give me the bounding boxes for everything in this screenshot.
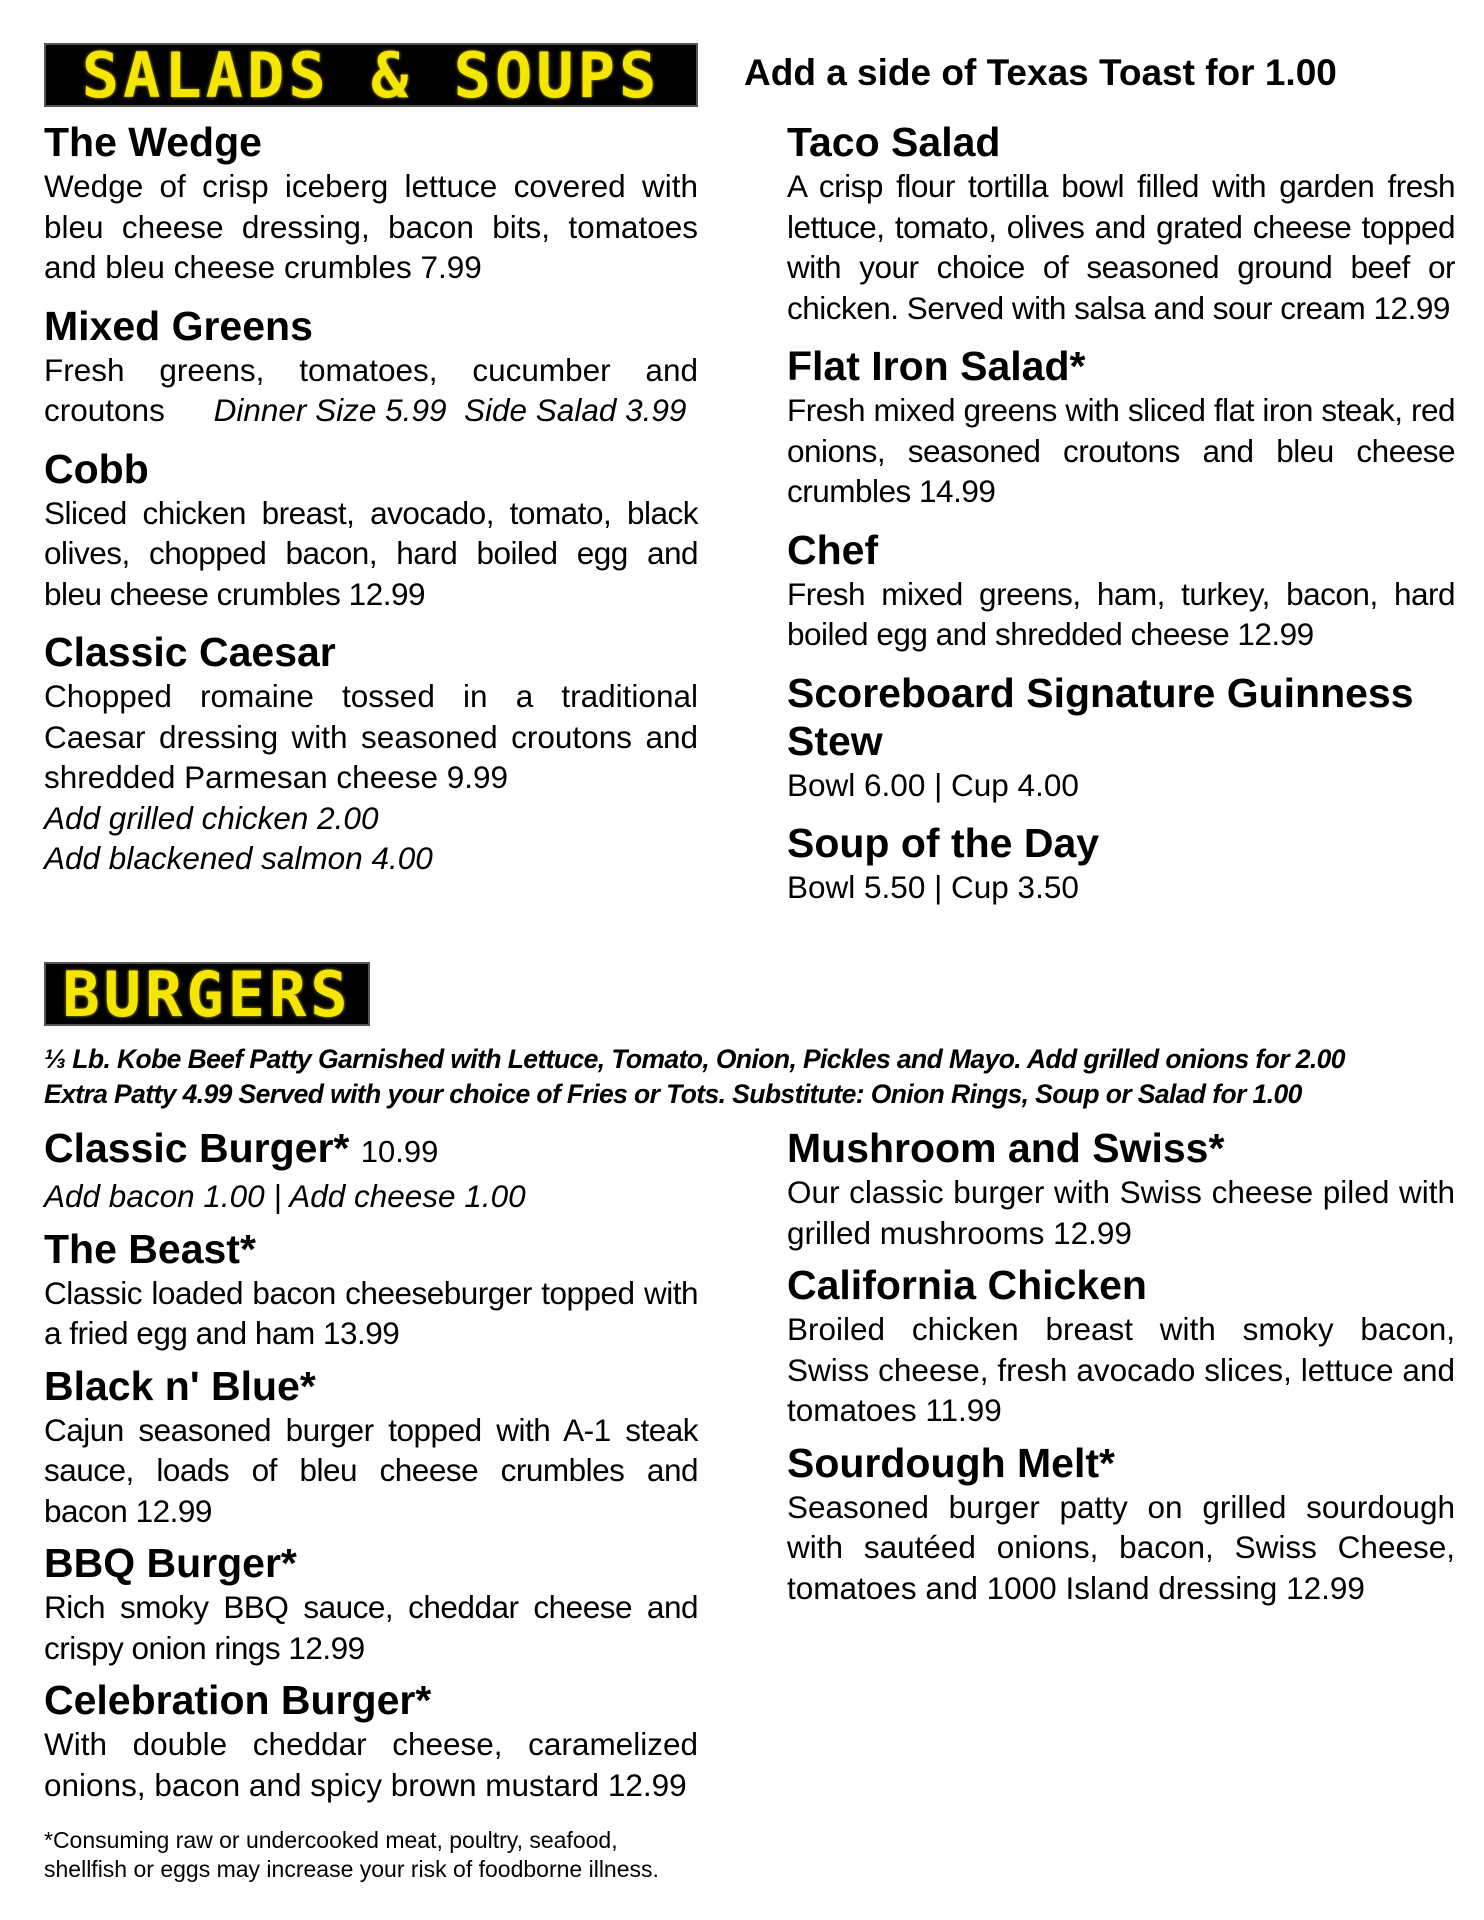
menu-item-soup-of-the-day	[787, 819, 1455, 908]
menu-item-mixed-greens	[44, 302, 698, 431]
item-description: Chopped romaine tossed in a traditional Caesar dressing with seasoned croutons and shredded Parmesan cheese 9.99	[44, 678, 698, 795]
item-description: Fresh mixed greens with sliced flat iron steak, red onions, seasoned croutons and bleu cheese crumbles 14.99	[787, 392, 1455, 509]
item-description: Cajun seasoned burger topped with A-1 steak sauce, loads of bleu cheese crumbles and bacon 12.99	[44, 1411, 698, 1529]
item-title: Chef	[787, 526, 879, 573]
burgers-left-column	[44, 1124, 698, 1813]
item-title: Soup of the Day	[787, 820, 1100, 866]
add-grilled-chicken: Add grilled chicken 2.00	[44, 799, 379, 836]
menu-item-the-beast	[44, 1225, 698, 1354]
menu-item-black-n-blue	[44, 1362, 698, 1532]
menu-item-california-chicken	[787, 1261, 1455, 1431]
item-title: Cobb	[44, 445, 149, 492]
salads-soups-header: SALADS & SOUPS	[44, 43, 698, 107]
menu-item-celebration-burger	[44, 1676, 698, 1805]
add-blackened-salmon: Add blackened salmon 4.00	[44, 840, 433, 876]
item-title: Classic Caesar	[44, 629, 336, 675]
menu-item-sourdough-melt	[787, 1439, 1455, 1609]
item-description: Fresh mixed greens, ham, turkey, bacon, hard boiled egg and shredded cheese 12.99	[787, 575, 1455, 652]
burgers-right-column	[787, 1124, 1455, 1616]
item-description: A crisp flour tortilla bowl filled with garden fresh lettuce, tomato, olives and grated cheese topped with your choice of seasoned ground beef or chicken. Served with salsa and sour cream 12.99	[787, 168, 1455, 326]
disclaimer-line: *Consuming raw or undercooked meat, poultry, seafood,	[44, 1827, 618, 1853]
item-price: 10.99	[360, 1134, 439, 1169]
burger-info-line: ⅓ Lb. Kobe Beef Patty Garnished with Lettuce, Tomato, Onion, Pickles and Mayo. Add grilled onions for 2.00	[44, 1044, 1345, 1074]
menu-item-classic-burger	[44, 1124, 698, 1217]
menu-item-cobb	[44, 445, 698, 615]
item-title: Celebration Burger*	[44, 1677, 432, 1723]
item-description: Rich smoky BBQ sauce, cheddar cheese and crispy onion rings 12.99	[44, 1589, 698, 1666]
foodborne-illness-disclaimer	[44, 1826, 698, 1884]
item-title-block	[44, 1124, 698, 1176]
texas-toast-note: Add a side of Texas Toast for 1.00	[744, 52, 1337, 93]
menu-item-chef	[787, 526, 1455, 655]
item-title: Black n' Blue*	[44, 1362, 316, 1409]
item-title: Taco Salad	[787, 119, 1001, 165]
menu-item-guinness-stew	[787, 669, 1455, 806]
side-salad-price: Side Salad 3.99	[464, 392, 687, 428]
item-description: Bowl 6.00 | Cup 4.00	[787, 766, 1079, 803]
item-addons: Add bacon 1.00 | Add cheese 1.00	[44, 1178, 526, 1214]
item-description: Broiled chicken breast with smoky bacon, Swiss cheese, fresh avocado slices, lettuce and tomatoes 11.99	[787, 1311, 1455, 1428]
burger-info	[44, 1042, 1454, 1112]
menu-item-flat-iron-salad	[787, 342, 1455, 512]
menu-item-bbq-burger	[44, 1539, 698, 1668]
dinner-size-price: Dinner Size 5.99	[213, 392, 447, 428]
item-description: Fresh greens, tomatoes, cucumber and croutons	[44, 351, 698, 428]
item-title: Classic Burger*	[44, 1125, 350, 1171]
menu-item-taco-salad	[787, 118, 1455, 328]
menu-item-mushroom-swiss	[787, 1124, 1455, 1253]
item-description: Sliced chicken breast, avocado, tomato, black olives, chopped bacon, hard boiled egg and bleu cheese crumbles 12.99	[44, 494, 698, 612]
item-title: The Beast*	[44, 1225, 256, 1272]
disclaimer-line: shellfish or eggs may increase your risk of foodborne illness.	[44, 1856, 659, 1882]
item-title: California Chicken	[787, 1262, 1147, 1308]
item-title: BBQ Burger*	[44, 1540, 297, 1586]
item-description: Our classic burger with Swiss cheese piled with grilled mushrooms 12.99	[787, 1174, 1455, 1251]
menu-item-classic-caesar	[44, 628, 698, 879]
item-title: Sourdough Melt*	[787, 1439, 1115, 1486]
item-title: The Wedge	[44, 119, 262, 165]
burgers-header: BURGERS	[44, 962, 370, 1026]
item-description: Classic loaded bacon cheeseburger topped with a fried egg and ham 13.99	[44, 1274, 698, 1351]
salads-right-column	[787, 118, 1455, 922]
item-description: Seasoned burger patty on grilled sourdough with sautéed onions, bacon, Swiss Cheese, tomatoes and 1000 Island dressing 12.99	[787, 1488, 1455, 1606]
item-title: Mixed Greens	[44, 302, 313, 349]
item-description: Wedge of crisp iceberg lettuce covered with bleu cheese dressing, bacon bits, tomatoes and bleu cheese crumbles 7.99	[44, 168, 698, 285]
item-title: Mushroom and Swiss*	[787, 1125, 1225, 1171]
salads-left-column	[44, 118, 698, 893]
item-description: With double cheddar cheese, caramelized onions, bacon and spicy brown mustard 12.99	[44, 1726, 698, 1803]
item-title: Scoreboard Signature Guinness Stew	[787, 669, 1414, 764]
item-description: Bowl 5.50 | Cup 3.50	[787, 869, 1079, 905]
menu-item-wedge	[44, 118, 698, 288]
burger-info-line: Extra Patty 4.99 Served with your choice of Fries or Tots. Substitute: Onion Rings, Soup or Salad for 1.00	[44, 1079, 1302, 1109]
item-description-block	[44, 350, 698, 431]
item-title: Flat Iron Salad*	[787, 343, 1086, 389]
